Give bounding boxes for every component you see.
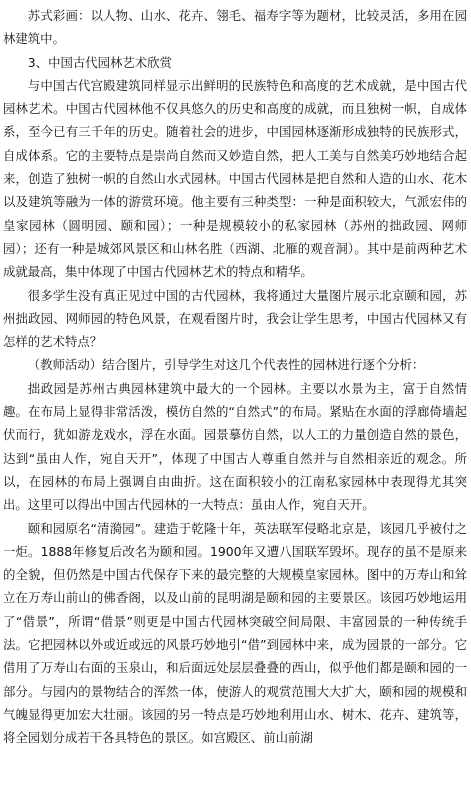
paragraph-teacher-activity: （教师活动）结合图片，引导学生对这几个代表性的园林进行逐个分析：: [27, 357, 425, 373]
paragraph-student-intro: 很多学生没有真正见过中国的古代园林，我将通过大量图片展示北京颐和园，苏州拙政园、网师园的特色风景，在观看图片时，我会让学生思考，中国古代园林又有怎样的艺术特点？: [3, 287, 467, 350]
section-heading-garden-art: 3、中国古代园林艺术欣赏: [27, 54, 172, 70]
paragraph-garden-overview: 与中国古代宫殿建筑同样显示出鲜明的民族特色和高度的艺术成就，是中国古代园林艺术。中国古代园林他不仅具悠久的历史和高度的成就，而且独树一帜，自成体系，至今已有三千年的历史。随着社会的进步，中国园林逐渐形成独特的民族形式，自成体系。它的主要特点是崇尚自然而又妙造自然，把人工美与自然美巧妙地结合起来，创造了独树一帜的自然山水式园林。中国古代园林是把自然和人造的山水、花木以及建筑等融为一体的游赏环境。他主要有三种类型：一种是面积较大，气派宏伟的皇家园林（圆明园、颐和园）；一种是规模较小的私家园林（苏州的拙政园、网师园）；还有一种是城郊风景区和山林名胜（西湖、北雁的观音洞）。其中是前两种艺术成就最高，集中体现了中国古代园林艺术的特点和精华。: [3, 77, 467, 280]
paragraph-summer-palace: 颐和园原名“清漪园”。建造于乾隆十年，英法联军侵略北京是，该园几乎被付之一炬。1888年修复后改名为颐和园。1900年又遭八国联军毁坏。现存的虽不是原来的全貌，但仍然是中国古代保存下来的最完整的大规模皇家园林。图中的万寿山和耸立在万寿山前山的佛香阁，以及山前的昆明湖是颐和园的主要景区。该园巧妙地运用了“借景”，所谓“借景”则更是中国古代园林突破空间局限、丰富园景的一种传统手法。它把园林以外或近或远的风景巧妙地引“借”到园林中来，成为园景的一部分。它借用了万寿山右面的玉泉山，和后面远处层层叠叠的西山，似乎他们都是颐和园的一部分。与园内的景物结合的浑然一体，使游人的观赏范围大大扩大，颐和园的规模和气魄显得更加宏大壮丽。该园的另一特点是巧妙地利用山水、树木、花卉、建筑等，将全园划分成若干各具特色的景区。如宫殿区、前山前湖: [3, 520, 467, 746]
paragraph-su-style-painting: 苏式彩画：以人物、山水、花卉、翎毛、福寿字等为题材，比较灵活，多用在园林建筑中。: [3, 8, 467, 47]
paragraph-zhuozheng-garden: 拙政园是苏州古典园林建筑中最大的一个园林。主要以水景为主，富于自然情趣。在布局上显得非常活泼，模仿自然的“自然式”的布局。紧贴在水面的浮廊倚墙起伏而行，犹如游龙戏水，浮在水面。园景摹仿自然，以人工的力量创造自然的景色，达到“虽由人作，宛自天开”，体现了中国古人尊重自然并与自然相亲近的观念。所以，在园林的布局上强调自由曲折。这在面积较小的江南私家园林中表现得尤其突出。这里可以得出中国古代园林的一大特点：虽由人作，宛自天开。: [3, 380, 467, 513]
document-body: [3, 4, 467, 750]
